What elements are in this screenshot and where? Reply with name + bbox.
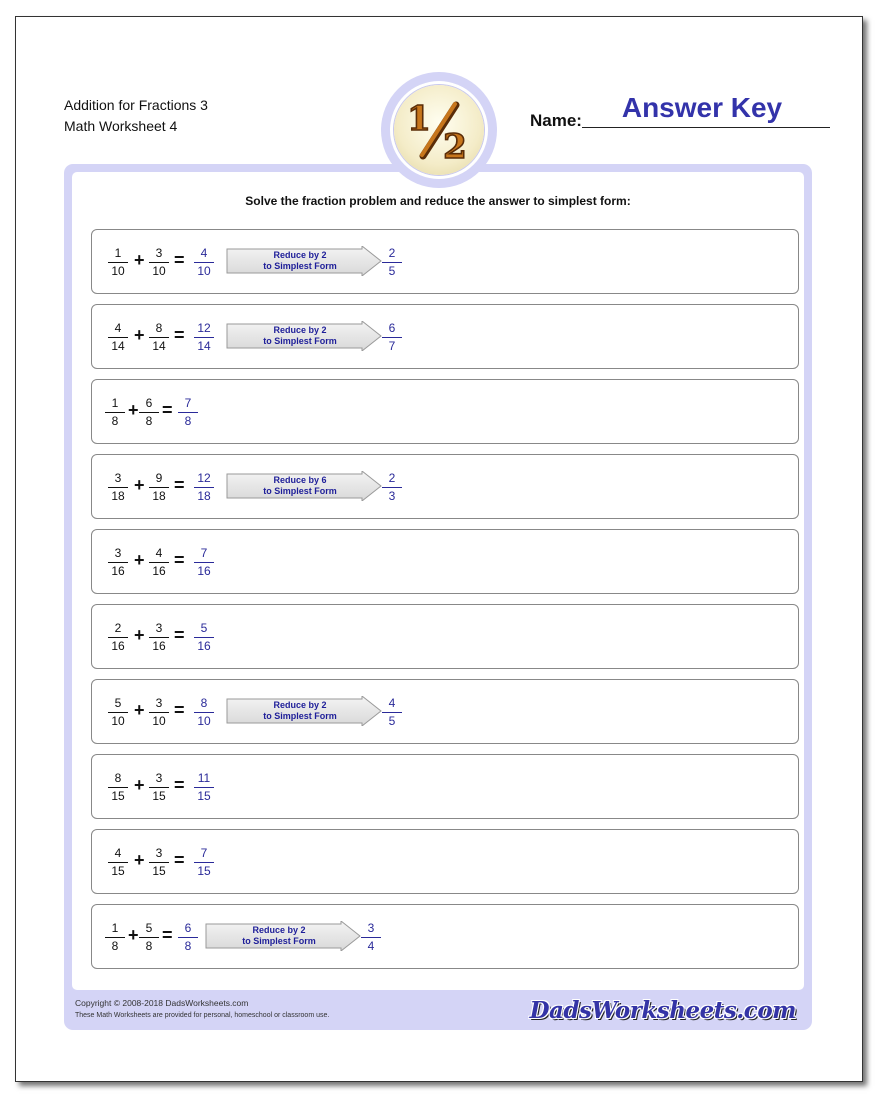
addend-fraction — [103, 922, 127, 954]
addend-fraction-denominator: 15 — [152, 789, 166, 803]
equals-sign: = — [174, 250, 185, 270]
usage-note: These Math Worksheets are provided for personal, homeschool or classroom use. — [75, 1012, 330, 1019]
answer-fraction-numerator: 12 — [197, 321, 211, 335]
addend-fraction-numerator: 3 — [155, 846, 163, 860]
problem-row — [91, 904, 799, 969]
worksheet-subtitle: Math Worksheet 4 — [64, 118, 178, 134]
copyright-text: Copyright © 2008-2018 DadsWorksheets.com — [75, 998, 249, 1008]
logo-denominator: 2 — [443, 127, 467, 167]
fraction-bar — [178, 937, 198, 938]
fraction-bar — [149, 712, 169, 713]
reduce-amount: Reduce by 2 — [273, 700, 327, 710]
simplified-fraction-numerator: 3 — [367, 921, 375, 935]
answer-fraction-numerator: 8 — [200, 696, 208, 710]
answer-fraction — [192, 847, 216, 879]
fraction-bar — [108, 637, 128, 638]
reduce-arrow — [226, 696, 382, 726]
answer-fraction-denominator: 15 — [197, 789, 211, 803]
addend-fraction-denominator: 18 — [152, 489, 166, 503]
simplified-fraction — [380, 472, 404, 504]
plus-sign: + — [134, 700, 145, 720]
plus-sign: + — [134, 850, 145, 870]
problem-row — [91, 754, 799, 819]
equals-sign: = — [174, 625, 185, 645]
fraction-bar — [108, 487, 128, 488]
plus-sign: + — [134, 775, 145, 795]
addend-fraction — [106, 472, 130, 504]
answer-fraction-denominator: 16 — [197, 564, 211, 578]
addend-fraction-numerator: 3 — [155, 621, 163, 635]
answer-key-text: Answer Key — [621, 92, 783, 123]
reduce-arrow — [205, 921, 361, 951]
addend-fraction — [106, 697, 130, 729]
problem-row — [91, 379, 799, 444]
fraction-bar — [194, 487, 214, 488]
addend-fraction-numerator: 1 — [114, 246, 122, 260]
plus-sign: + — [134, 475, 145, 495]
fraction-bar — [108, 562, 128, 563]
addend-fraction-denominator: 8 — [145, 939, 153, 953]
addend-fraction-numerator: 1 — [111, 921, 119, 935]
fraction-bar — [382, 487, 402, 488]
addend-fraction — [147, 472, 171, 504]
addend-fraction-numerator: 1 — [111, 396, 119, 410]
addend-fraction-numerator: 9 — [155, 471, 163, 485]
addend-fraction — [103, 397, 127, 429]
addend-fraction-denominator: 10 — [152, 714, 166, 728]
reduce-caption: to Simplest Form — [263, 261, 337, 271]
answer-fraction — [192, 547, 216, 579]
reduce-label — [226, 471, 374, 501]
addend-fraction-denominator: 16 — [111, 564, 125, 578]
addend-fraction-numerator: 6 — [145, 396, 153, 410]
addend-fraction — [147, 322, 171, 354]
fraction-bar — [108, 712, 128, 713]
addend-fraction-denominator: 16 — [111, 639, 125, 653]
reduce-arrow — [226, 246, 382, 276]
plus-sign: + — [128, 925, 139, 945]
addend-fraction-numerator: 8 — [114, 771, 122, 785]
addend-fraction — [137, 397, 161, 429]
addend-fraction-numerator: 2 — [114, 621, 122, 635]
simplified-fraction — [380, 322, 404, 354]
fraction-bar — [108, 337, 128, 338]
addend-fraction — [106, 247, 130, 279]
fraction-bar — [194, 787, 214, 788]
addend-fraction — [147, 697, 171, 729]
fraction-bar — [139, 937, 159, 938]
answer-fraction — [176, 922, 200, 954]
answer-fraction — [192, 697, 216, 729]
problem-row — [91, 229, 799, 294]
simplified-fraction-denominator: 3 — [388, 489, 396, 503]
addend-fraction-numerator: 4 — [114, 846, 122, 860]
addend-fraction-numerator: 3 — [155, 246, 163, 260]
half-fraction-icon — [401, 92, 477, 168]
problem-row — [91, 454, 799, 519]
answer-fraction-numerator: 4 — [200, 246, 208, 260]
addend-fraction-numerator: 8 — [155, 321, 163, 335]
reduce-label — [226, 696, 374, 726]
reduce-label — [226, 246, 374, 276]
instructions: Solve the fraction problem and reduce the answer to simplest form: — [245, 194, 631, 208]
simplified-fraction — [359, 922, 383, 954]
simplified-fraction-numerator: 2 — [388, 471, 396, 485]
logo-numerator: 1 — [407, 99, 431, 139]
answer-fraction — [192, 322, 216, 354]
fraction-bar — [194, 637, 214, 638]
addend-fraction-denominator: 16 — [152, 639, 166, 653]
problems-panel — [72, 172, 804, 990]
simplified-fraction-numerator: 6 — [388, 321, 396, 335]
addend-fraction — [147, 622, 171, 654]
fraction-bar — [108, 862, 128, 863]
reduce-arrow — [226, 471, 382, 501]
simplified-fraction-denominator: 4 — [367, 939, 375, 953]
simplified-fraction-numerator: 4 — [388, 696, 396, 710]
reduce-amount: Reduce by 6 — [273, 475, 327, 485]
simplified-fraction — [380, 697, 404, 729]
half-logo — [381, 72, 497, 188]
fraction-bar — [149, 262, 169, 263]
fraction-bar — [105, 412, 125, 413]
simplified-fraction-denominator: 7 — [388, 339, 396, 353]
fraction-bar — [149, 862, 169, 863]
addend-fraction-numerator: 3 — [114, 471, 122, 485]
problem-row — [91, 829, 799, 894]
answer-fraction-numerator: 6 — [184, 921, 192, 935]
plus-sign: + — [134, 550, 145, 570]
plus-sign: + — [134, 625, 145, 645]
addend-fraction-numerator: 3 — [155, 771, 163, 785]
answer-fraction-denominator: 16 — [197, 639, 211, 653]
addend-fraction-denominator: 10 — [152, 264, 166, 278]
fraction-bar — [105, 937, 125, 938]
problem-row — [91, 304, 799, 369]
answer-fraction-denominator: 14 — [197, 339, 211, 353]
equals-sign: = — [174, 775, 185, 795]
answer-fraction-denominator: 10 — [197, 264, 211, 278]
plus-sign: + — [134, 250, 145, 270]
addend-fraction — [147, 247, 171, 279]
fraction-bar — [139, 412, 159, 413]
addend-fraction-numerator: 5 — [145, 921, 153, 935]
reduce-amount: Reduce by 2 — [273, 250, 327, 260]
answer-fraction — [192, 247, 216, 279]
addend-fraction-denominator: 14 — [152, 339, 166, 353]
answer-fraction-denominator: 10 — [197, 714, 211, 728]
reduce-caption: to Simplest Form — [263, 336, 337, 346]
fraction-bar — [194, 562, 214, 563]
answer-fraction-numerator: 7 — [184, 396, 192, 410]
fraction-bar — [382, 337, 402, 338]
brand-logo: DadsWorksheets.com — [529, 997, 796, 1024]
addend-fraction — [106, 547, 130, 579]
name-label: Name: — [530, 111, 582, 130]
answer-fraction — [192, 472, 216, 504]
answer-fraction-denominator: 18 — [197, 489, 211, 503]
fraction-bar — [382, 712, 402, 713]
fraction-bar — [382, 262, 402, 263]
equals-sign: = — [162, 925, 173, 945]
fraction-bar — [108, 262, 128, 263]
addend-fraction-denominator: 15 — [111, 864, 125, 878]
reduce-caption: to Simplest Form — [263, 486, 337, 496]
addend-fraction-numerator: 4 — [155, 546, 163, 560]
addend-fraction-numerator: 3 — [155, 696, 163, 710]
simplified-fraction-numerator: 2 — [388, 246, 396, 260]
equals-sign: = — [174, 700, 185, 720]
answer-fraction-numerator: 7 — [200, 846, 208, 860]
reduce-caption: to Simplest Form — [263, 711, 337, 721]
problem-row — [91, 529, 799, 594]
equals-sign: = — [174, 850, 185, 870]
fraction-bar — [149, 787, 169, 788]
addend-fraction-denominator: 18 — [111, 489, 125, 503]
addend-fraction — [106, 847, 130, 879]
reduce-amount: Reduce by 2 — [273, 325, 327, 335]
equals-sign: = — [174, 550, 185, 570]
fraction-bar — [149, 637, 169, 638]
addend-fraction-denominator: 8 — [145, 414, 153, 428]
reduce-label — [226, 321, 374, 351]
fraction-bar — [149, 562, 169, 563]
worksheet-frame — [64, 164, 812, 1030]
fraction-bar — [194, 712, 214, 713]
answer-fraction — [192, 622, 216, 654]
equals-sign: = — [162, 400, 173, 420]
addend-fraction-numerator: 5 — [114, 696, 122, 710]
addend-fraction-denominator: 15 — [111, 789, 125, 803]
reduce-label — [205, 921, 353, 951]
addend-fraction-numerator: 3 — [114, 546, 122, 560]
addend-fraction — [106, 622, 130, 654]
addend-fraction — [137, 922, 161, 954]
simplified-fraction-denominator: 5 — [388, 714, 396, 728]
addend-fraction-denominator: 16 — [152, 564, 166, 578]
addend-fraction-denominator: 8 — [111, 939, 119, 953]
name-line — [582, 127, 830, 128]
reduce-amount: Reduce by 2 — [252, 925, 306, 935]
answer-fraction-denominator: 8 — [184, 414, 192, 428]
reduce-arrow — [226, 321, 382, 351]
addend-fraction — [147, 772, 171, 804]
addend-fraction-denominator: 10 — [111, 714, 125, 728]
answer-fraction-denominator: 8 — [184, 939, 192, 953]
addend-fraction-denominator: 10 — [111, 264, 125, 278]
answer-fraction — [176, 397, 200, 429]
fraction-bar — [108, 787, 128, 788]
answer-fraction-denominator: 15 — [197, 864, 211, 878]
addend-fraction — [106, 322, 130, 354]
addend-fraction-denominator: 14 — [111, 339, 125, 353]
fraction-bar — [194, 862, 214, 863]
equals-sign: = — [174, 325, 185, 345]
fraction-bar — [194, 262, 214, 263]
fraction-bar — [194, 337, 214, 338]
fraction-bar — [178, 412, 198, 413]
fraction-bar — [149, 337, 169, 338]
fraction-bar — [361, 937, 381, 938]
addend-fraction-denominator: 8 — [111, 414, 119, 428]
worksheet-title: Addition for Fractions 3 — [64, 97, 208, 113]
answer-fraction-numerator: 11 — [197, 771, 211, 785]
addend-fraction — [147, 547, 171, 579]
problem-row — [91, 604, 799, 669]
addend-fraction — [106, 772, 130, 804]
answer-fraction-numerator: 12 — [197, 471, 211, 485]
simplified-fraction — [380, 247, 404, 279]
addend-fraction-denominator: 15 — [152, 864, 166, 878]
plus-sign: + — [128, 400, 139, 420]
reduce-caption: to Simplest Form — [242, 936, 316, 946]
addend-fraction — [147, 847, 171, 879]
answer-fraction — [192, 772, 216, 804]
simplified-fraction-denominator: 5 — [388, 264, 396, 278]
problem-row — [91, 679, 799, 744]
addend-fraction-numerator: 4 — [114, 321, 122, 335]
answer-fraction-numerator: 7 — [200, 546, 208, 560]
plus-sign: + — [134, 325, 145, 345]
equals-sign: = — [174, 475, 185, 495]
fraction-bar — [149, 487, 169, 488]
answer-fraction-numerator: 5 — [200, 621, 208, 635]
